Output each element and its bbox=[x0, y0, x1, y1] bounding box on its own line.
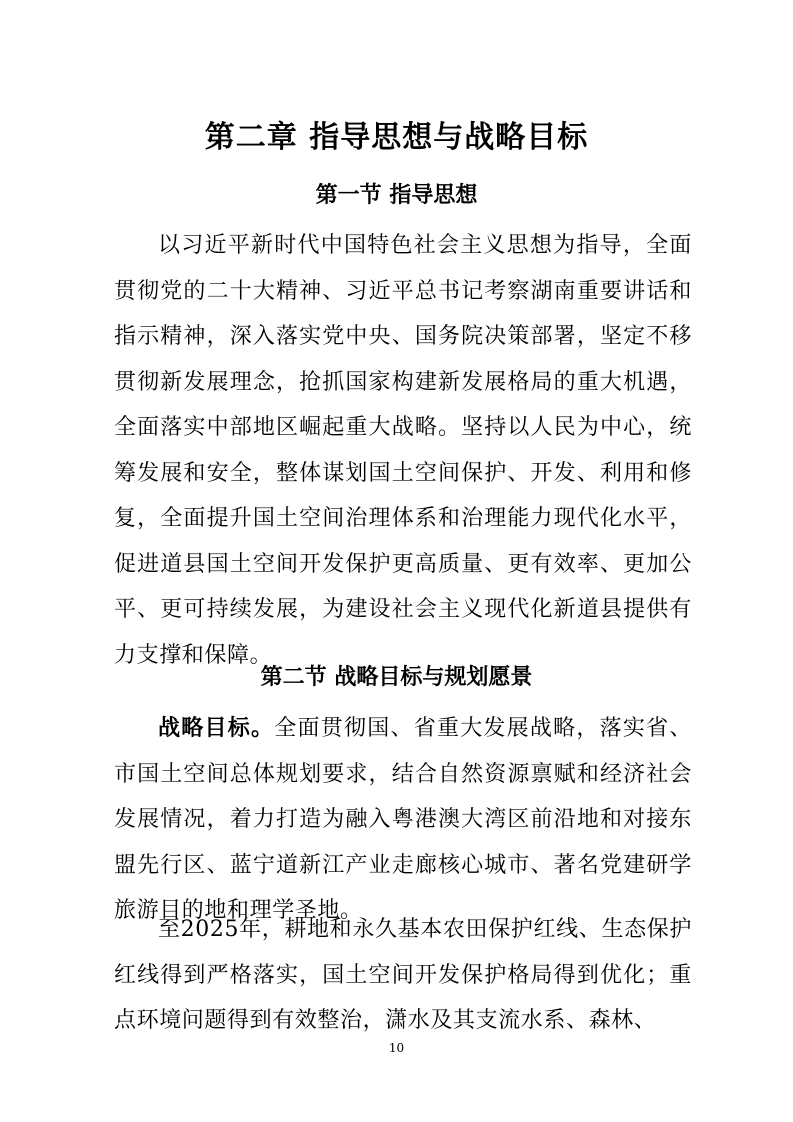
paragraph-lead-label: 战略目标。 bbox=[158, 716, 275, 741]
page-number: 10 bbox=[388, 1041, 405, 1055]
paragraph-strategic-goals-body: 全面贯彻国、省重大发展战略，落实省、市国土空间总体规划要求，结合自然资源禀赋和经济社会发展情况，着力打造为融入粤港澳大湾区前沿地和对接东盟先行区、蓝宁道新江产业走廊核心城市、著名党建研学旅游目的地和理学圣地。 bbox=[114, 716, 692, 923]
paragraph-strategic-goals bbox=[114, 706, 692, 934]
paragraph-guiding-ideology: 以习近平新时代中国特色社会主义思想为指导，全面贯彻党的二十大精神、习近平总书记考察湖南重要讲话和指示精神，深入落实党中央、国务院决策部署，坚定不移贯彻新发展理念，抢抓国家构建新发展格局的重大机遇，全面落实中部地区崛起重大战略。坚持以人民为中心，统筹发展和安全，整体谋划国土空间保护、开发、利用和修复，全面提升国土空间治理体系和治理能力现代化水平，促进道县国土空间开发保护更高质量、更有效率、更加公平、更可持续发展，为建设社会主义现代化新道县提供有力支撑和保障。 bbox=[114, 233, 692, 668]
chapter-title: 第二章 指导思想与战略目标 bbox=[204, 120, 589, 155]
section-title-strategic-goals: 第二节 战略目标与规划愿景 bbox=[260, 665, 533, 690]
paragraph-2025-goals: 至2025年，耕地和永久基本农田保护红线、生态保护红线得到严格落实，国土空间开发保护格局得到优化；重点环境问题得到有效整治，潇水及其支流水系、森林、 bbox=[114, 917, 692, 1033]
section-title-guiding-ideology: 第一节 指导思想 bbox=[315, 183, 478, 208]
